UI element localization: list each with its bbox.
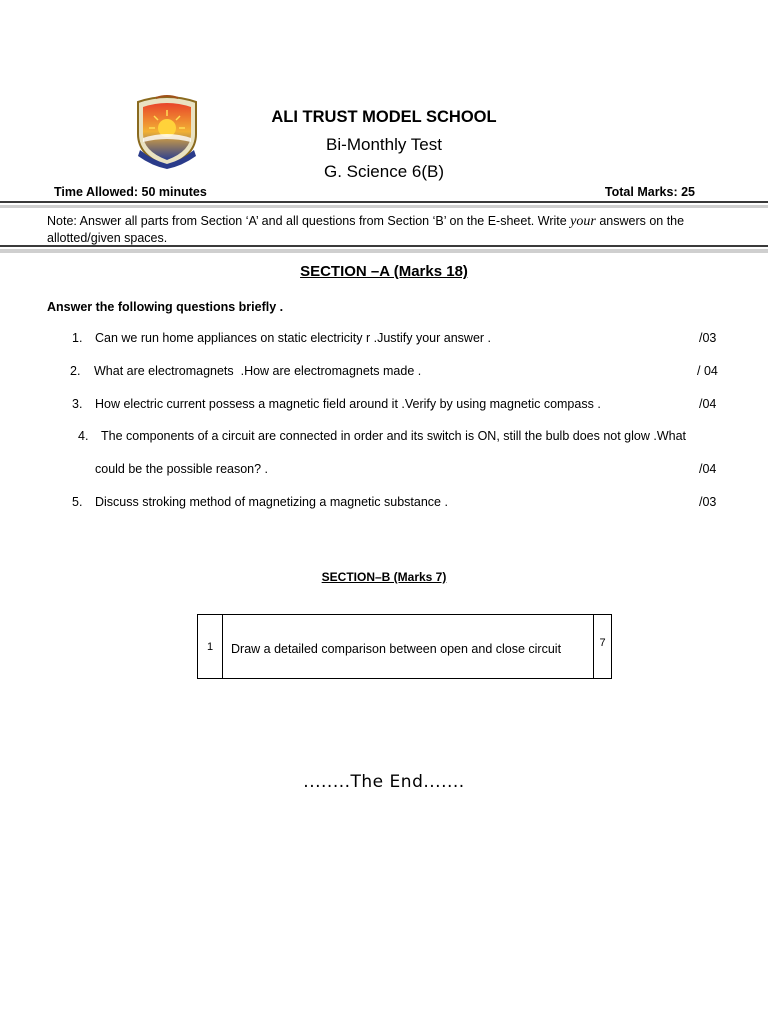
question-4-number: 4. xyxy=(78,429,89,443)
time-allowed: Time Allowed: 50 minutes xyxy=(54,185,207,199)
question-5-marks: /03 xyxy=(699,495,717,509)
school-logo xyxy=(132,94,202,170)
school-name: ALI TRUST MODEL SCHOOL xyxy=(271,108,497,126)
question-1-marks: /03 xyxy=(699,331,717,345)
question-5-text: Discuss stroking method of magnetizing a magnetic substance . xyxy=(95,495,448,509)
section-a-title: SECTION –A (Marks 18) xyxy=(300,263,468,280)
question-5-number: 5. xyxy=(72,495,83,509)
question-3-text: How electric current possess a magnetic field around it .Verify by using magnetic compass . xyxy=(95,397,601,411)
section-b-question-marks: 7 xyxy=(594,615,612,679)
section-a-instruction: Answer the following questions briefly . xyxy=(47,300,284,314)
question-3-number: 3. xyxy=(72,397,83,411)
section-b-question-text: Draw a detailed comparison between open and close circuit xyxy=(223,615,594,679)
test-name: Bi-Monthly Test xyxy=(326,135,442,154)
question-4-text-continued: could be the possible reason? . xyxy=(95,462,269,476)
note-bottom-shade xyxy=(0,249,768,253)
total-marks: Total Marks: 25 xyxy=(604,185,695,199)
question-4-text: The components of a circuit are connected in order and its switch is ON, still the bulb does not glow .What xyxy=(101,429,687,443)
question-1-number: 1. xyxy=(72,331,83,345)
section-b-title: SECTION–B (Marks 7) xyxy=(321,570,447,584)
question-1-text: Can we run home appliances on static electricity r .Justify your answer . xyxy=(95,331,492,345)
table-row xyxy=(198,615,612,679)
note-emphasis: your xyxy=(570,214,596,229)
question-2-marks: / 04 xyxy=(697,364,718,378)
question-3-marks: /04 xyxy=(699,397,717,411)
note-top-rule xyxy=(0,201,768,203)
question-2-text: What are electromagnets .How are electromagnets made . xyxy=(94,364,422,378)
section-b-table xyxy=(197,614,612,679)
question-2-number: 2. xyxy=(70,364,81,378)
note-bottom-rule xyxy=(0,245,768,247)
section-b-question-number: 1 xyxy=(198,615,223,679)
note-top-shade xyxy=(0,205,768,208)
subject-title: G. Science 6(B) xyxy=(324,162,444,181)
note-text: Note: Answer all parts from Section ‘A’ and all questions from Section ‘B’ on the E-sheet. Write your answers on the allotted/given spaces. xyxy=(47,214,685,245)
question-4-marks: /04 xyxy=(699,462,717,476)
end-text: ........The End....... xyxy=(303,772,465,792)
